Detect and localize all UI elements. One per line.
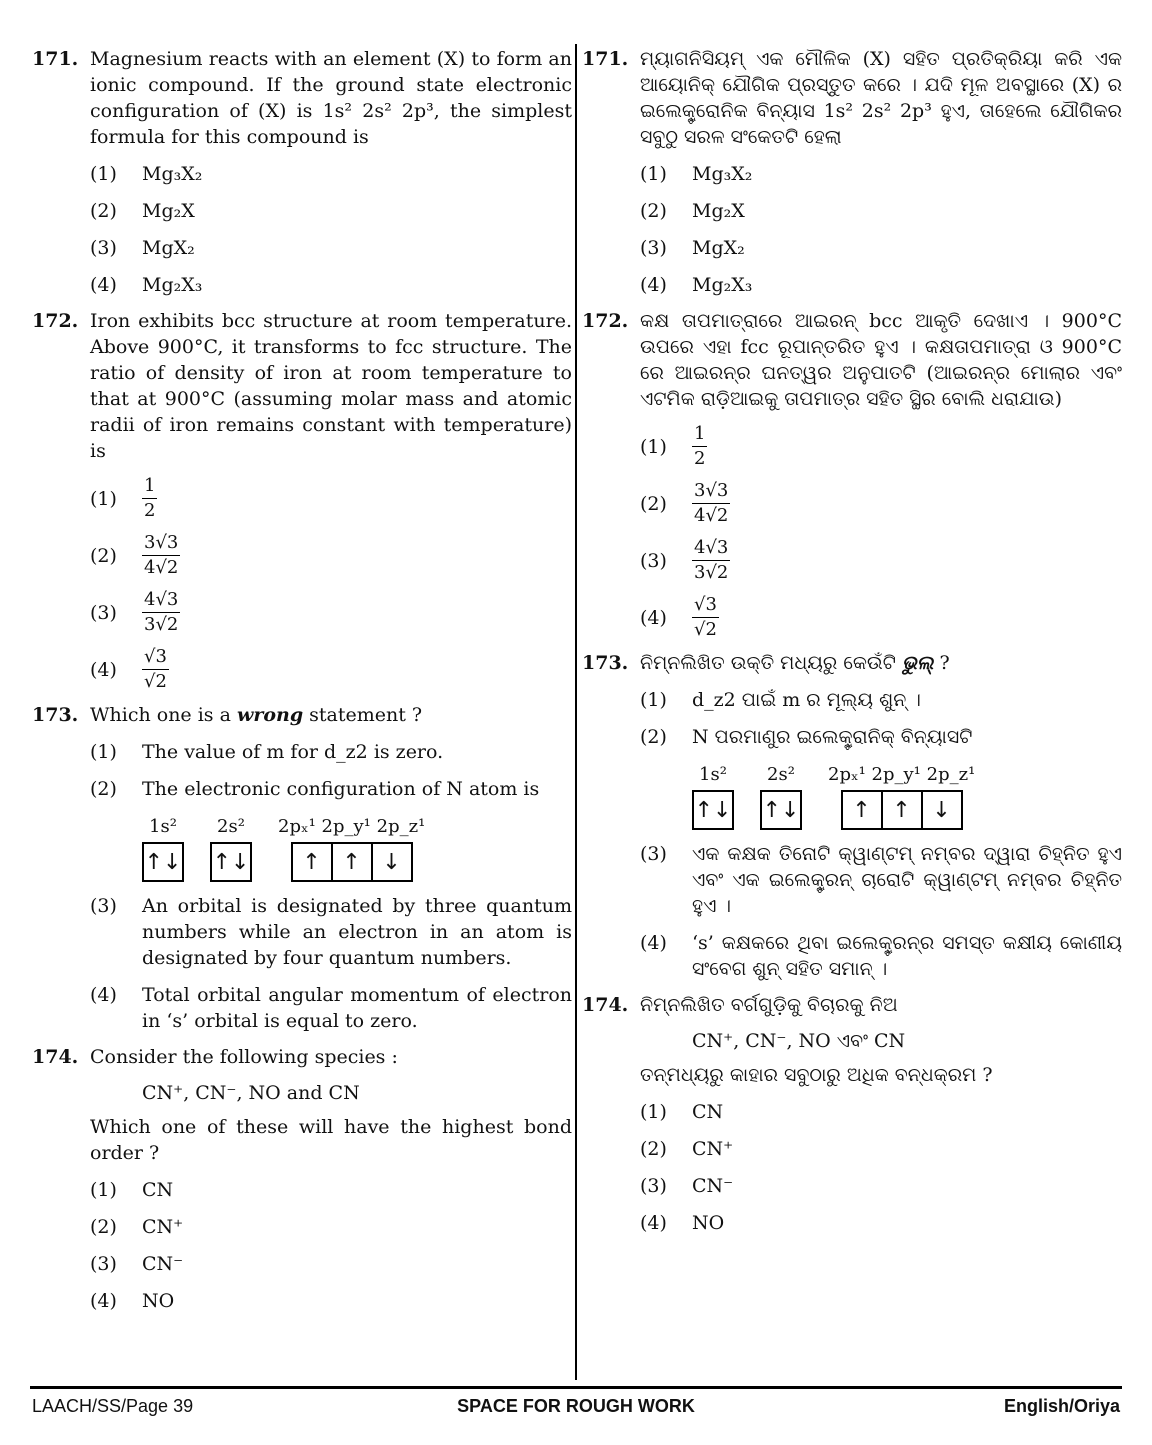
question-number: 173. (582, 652, 629, 674)
option: (4) Mg₂X₃ (640, 274, 753, 296)
option: (2) N ପରମାଣୁର ଇଲେକ୍ଟ୍ରାନିକ୍ ବିନ୍ୟାସଟି (640, 726, 973, 748)
orbital-1s: 1s² ↑↓ (142, 816, 184, 882)
orbital-box: ↑ (881, 792, 921, 828)
species-list: CN⁺, CN⁻, NO and CN (142, 1082, 360, 1104)
orbital-box: ↓ (371, 844, 411, 880)
option: (1) Mg₃X₂ (640, 163, 753, 185)
option: (2) Mg₂X (90, 200, 195, 222)
question-172 (32, 308, 572, 692)
question-172 (582, 308, 1122, 640)
question-number: 173. (32, 704, 79, 726)
question-ask: ତନ୍ମଧ୍ୟରୁ କାହାର ସବୁଠାରୁ ଅଧିକ ବନ୍ଧକ୍ରମ ? (640, 1064, 993, 1086)
option: (4) $\frac{√3}{√2}$ (90, 646, 167, 692)
fraction: $\frac{3√3}{4√2}$ (694, 480, 729, 526)
question-171 (32, 46, 572, 298)
option: (2) Mg₂X (640, 200, 745, 222)
page-code: LAACH/SS/Page 39 (32, 1396, 194, 1416)
option: (3) $\frac{4√3}{3√2}$ (90, 589, 179, 635)
oriya-column (582, 46, 1122, 1246)
option: (3) ଏକ କକ୍ଷକ ତିନୋଟି କ୍ୱାଣ୍ଟମ୍ ନମ୍ବର ଦ୍ୱାରା ଚିହ୍ନିତ ହୁଏ ଏବଂ ଏକ ଇଲେକ୍ଟ୍ରନ୍ ଚାରୋଟି କ୍ୱାଣ୍ଟମ୍ ନମ୍ବର ଚିହ୍ନିତ ହୁଏ । (640, 843, 1122, 917)
question-stem: ମ୍ୟାଗନିସିୟମ୍ ଏକ ମୌଳିକ (X) ସହିତ ପ୍ରତିକ୍ରିୟା କରି ଏକ ଆୟୋନିକ୍ ଯୌଗିକ ପ୍ରସ୍ତୁତ କରେ । ଯଦି ମୂଳ ଅବସ୍ଥାରେ (X) ର ଇଲେକ୍ଟ୍ରୋନିକ ବିନ୍ୟାସ 1s² 2s² 2p³ ହୁଏ, ତାହେଲେ ଯୌଗିକର ସବୁଠୁ ସରଳ ସଂକେତଟି ହେଲା (640, 48, 1122, 148)
question-number: 174. (582, 994, 629, 1016)
orbital-box: ↑↓ (762, 797, 800, 823)
option: (4) Mg₂X₃ (90, 274, 203, 296)
fraction: $\frac{√3}{√2}$ (694, 594, 717, 640)
orbital-box: ↑↓ (144, 849, 182, 875)
question-stem: ନିମ୍ନଲିଖିତ ଉକ୍ତି ମଧ୍ୟରୁ କେଉଁଟି ଭୁଲ୍ ? (640, 652, 950, 674)
question-number: 171. (32, 48, 79, 70)
orbital-1s: 1s² ↑↓ (692, 764, 734, 830)
column-divider (575, 44, 577, 1380)
question-stem: କକ୍ଷ ତାପମାତ୍ରାରେ ଆଇରନ୍ bcc ଆକୃତି ଦେଖାଏ । 900°C ଉପରେ ଏହା fcc ରୂପାନ୍ତରିତ ହୁଏ । କକ୍ଷତାପମାତ୍ରା ଓ 900°C ରେ ଆଇରନ୍‌ର ଘନତ୍ୱର ଅନୁପାତଟି (ଆଇରନ୍‌ର ମୋଲାର ଏବଂ ଏଟମିକ ରାଡ଼ିଆଇକୁ ତାପମାତ୍ର ସହିତ ସ୍ଥିର ବୋଲି ଧରାଯାଉ) (640, 310, 1122, 410)
orbital-2s: 2s² ↑↓ (210, 816, 252, 882)
orbital-diagram (142, 816, 572, 882)
fraction: $\frac{4√3}{3√2}$ (144, 589, 179, 635)
footer-rule (30, 1386, 1122, 1389)
orbital-2p: 2pₓ¹ 2p_y¹ 2p_z¹ ↑ ↑ ↓ (828, 764, 975, 830)
option: (1) $\frac{1}{2}$ (90, 475, 156, 521)
question-173 (582, 650, 1122, 982)
option: (3) CN⁻ (90, 1253, 184, 1275)
orbital-2s: 2s² ↑↓ (760, 764, 802, 830)
option: (4) Total orbital angular momentum of electron in ‘s’ orbital is equal to zero. (90, 984, 572, 1032)
option: (1) d_z2 ପାଇଁ m ର ମୂଲ୍ୟ ଶୁନ୍ । (640, 689, 921, 711)
option: (4) ‘s’ କକ୍ଷକରେ ଥିବା ଇଲେକ୍ଟ୍ରନ୍‌ର ସମସ୍ତ କକ୍ଷୀୟ କୋଣୀୟ ସଂବେଗ ଶୁନ୍ ସହିତ ସମାନ୍ । (640, 932, 1122, 980)
option: (3) CN⁻ (640, 1175, 734, 1197)
fraction: $\frac{3√3}{4√2}$ (144, 532, 179, 578)
question-stem: ନିମ୍ନଲିଖିତ ବର୍ଗଗୁଡ଼ିକୁ ବିଚାରକୁ ନିଅ (640, 994, 898, 1016)
question-number: 174. (32, 1046, 79, 1068)
option: (2) CN⁺ (640, 1138, 734, 1160)
question-stem: Iron exhibits bcc structure at room temperature. Above 900°C, it transforms to fcc structure. The ratio of density of iron at room temperature to that at 900°C (assuming molar mass and atomic radii of iron remains constant with temperature) is (90, 310, 572, 462)
orbital-box: ↑ (331, 844, 371, 880)
question-173 (32, 702, 572, 1034)
option: (2) $\frac{3√3}{4√2}$ (90, 532, 179, 578)
orbital-box: ↑ (852, 797, 871, 823)
orbital-box: ↑↓ (212, 849, 250, 875)
option: (1) $\frac{1}{2}$ (640, 423, 706, 469)
option: (4) NO (640, 1212, 725, 1234)
question-174 (582, 992, 1122, 1236)
question-stem: Magnesium reacts with an element (X) to form an ionic compound. If the ground state electronic configuration of (X) is 1s² 2s² 2p³, the simplest formula for this compound is (90, 48, 572, 148)
fraction: $\frac{1}{2}$ (144, 475, 156, 521)
fraction: $\frac{√3}{√2}$ (144, 646, 167, 692)
option: (4) NO (90, 1290, 175, 1312)
orbital-2p: 2pₓ¹ 2p_y¹ 2p_z¹ ↑ ↑ ↓ (278, 816, 425, 882)
option: (4) $\frac{√3}{√2}$ (640, 594, 717, 640)
option: (1) CN (640, 1101, 724, 1123)
species-list: CN⁺, CN⁻, NO ଏବଂ CN (692, 1030, 906, 1052)
option: (3) MgX₂ (640, 237, 745, 259)
language-label: English/Oriya (1003, 1396, 1120, 1416)
question-number: 172. (582, 310, 629, 332)
question-171 (582, 46, 1122, 298)
question-174 (32, 1044, 572, 1314)
question-stem: Consider the following species : (90, 1046, 398, 1068)
option: (3) $\frac{4√3}{3√2}$ (640, 537, 729, 583)
orbital-box: ↑↓ (694, 797, 732, 823)
question-number: 171. (582, 48, 629, 70)
option: (1) CN (90, 1179, 174, 1201)
option: (1) The value of m for d_z2 is zero. (90, 741, 444, 763)
option: (2) CN⁺ (90, 1216, 184, 1238)
question-ask: Which one of these will have the highest bond order ? (90, 1116, 572, 1164)
option: (2) The electronic configuration of N atom is (90, 778, 540, 800)
option: (3) MgX₂ (90, 237, 195, 259)
english-column (32, 46, 572, 1324)
orbital-box: ↓ (921, 792, 961, 828)
question-stem: Which one is a wrong statement ? (90, 704, 423, 726)
option: (2) $\frac{3√3}{4√2}$ (640, 480, 729, 526)
orbital-box: ↑ (302, 849, 321, 875)
option: (1) Mg₃X₂ (90, 163, 203, 185)
option: (3) An orbital is designated by three quantum numbers while an electron in an atom is designated by four quantum numbers. (90, 895, 572, 969)
fraction: $\frac{1}{2}$ (694, 423, 706, 469)
fraction: $\frac{4√3}{3√2}$ (694, 537, 729, 583)
rough-work-label: SPACE FOR ROUGH WORK (457, 1396, 695, 1416)
question-number: 172. (32, 310, 79, 332)
orbital-diagram (692, 764, 1122, 830)
